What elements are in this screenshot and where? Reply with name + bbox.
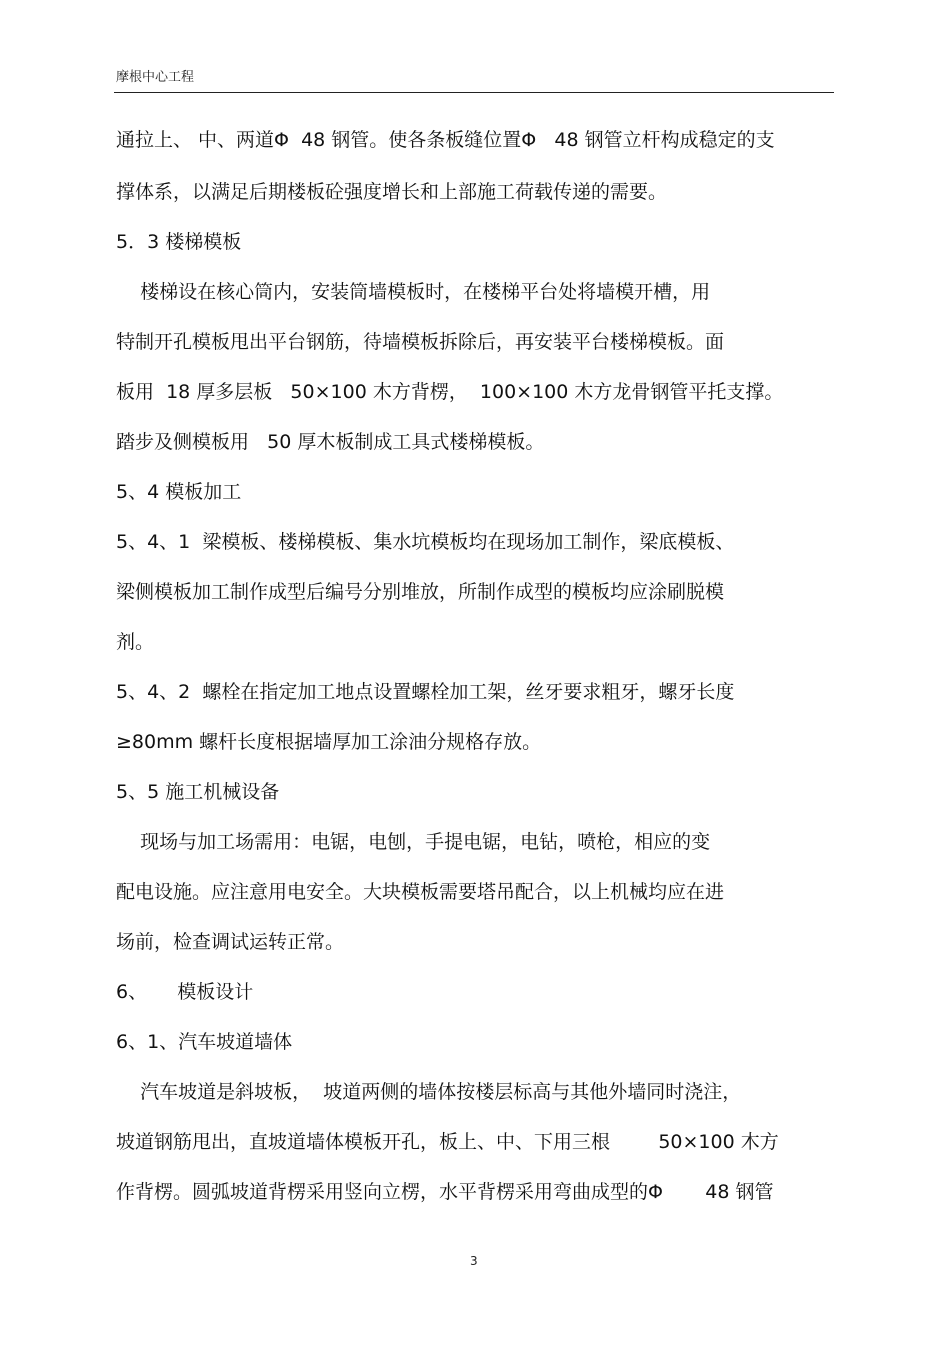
text-line: 作背楞。圆弧坡道背楞采用竖向立楞，水平背楞采用弯曲成型的Φ 48 钢管 [116, 1181, 774, 1203]
text-line: 场前，检查调试运转正常。 [116, 931, 345, 953]
text-line: 特制开孔模板甩出平台钢筋，待墙模板拆除后，再安装平台楼梯模板。面 [116, 331, 725, 353]
text-line: 通拉上、 中、两道Φ 48 钢管。使各条板缝位置Φ 48 钢管立杆构成稳定的支 [116, 129, 775, 151]
page-header: 摩根中心工程 [116, 70, 195, 85]
text-line: 坡道钢筋甩出，直坡道墙体模板开孔，板上、中、下用三根 50×100 木方 [116, 1131, 779, 1153]
text-line: 汽车坡道是斜坡板， 坡道两侧的墙体按楼层标高与其他外墙同时浇注， [116, 1081, 742, 1103]
text-line: 5、4、1 梁模板、楼梯模板、集水坑模板均在现场加工制作，梁底模板、 [116, 531, 735, 553]
text-line: 5、4、2 螺栓在指定加工地点设置螺栓加工架，丝牙要求粗牙，螺牙长度 [116, 681, 735, 703]
text-line: ≥80mm 螺杆长度根据墙厚加工涂油分规格存放。 [116, 731, 542, 753]
text-line: 板用 18 厚多层板 50×100 木方背楞， 100×100 木方龙骨钢管平托支撑。 [116, 381, 784, 403]
page-number: 3 [470, 1254, 478, 1268]
text-line: 剂。 [116, 631, 155, 653]
text-line: 撑体系，以满足后期楼板砼强度增长和上部施工荷载传递的需要。 [116, 181, 668, 203]
text-line: 楼梯设在核心筒内，安装筒墙模板时，在楼梯平台处将墙模开槽，用 [116, 281, 711, 303]
text-line: 踏步及侧模板用 50 厚木板制成工具式楼梯模板。 [116, 431, 545, 453]
section-heading: 6、1、汽车坡道墙体 [116, 1031, 293, 1053]
text-line: 梁侧模板加工制作成型后编号分别堆放，所制作成型的模板均应涂刷脱模 [116, 581, 725, 603]
section-heading: 5．3 楼梯模板 [116, 231, 242, 253]
text-line: 现场与加工场需用：电锯，电刨，手提电锯，电钻，喷枪，相应的变 [116, 831, 711, 853]
section-heading: 6、 模板设计 [116, 981, 254, 1003]
section-heading: 5、4 模板加工 [116, 481, 242, 503]
section-heading: 5、5 施工机械设备 [116, 781, 280, 803]
header-divider [114, 92, 834, 93]
text-line: 配电设施。应注意用电安全。大块模板需要塔吊配合，以上机械均应在进 [116, 881, 725, 903]
